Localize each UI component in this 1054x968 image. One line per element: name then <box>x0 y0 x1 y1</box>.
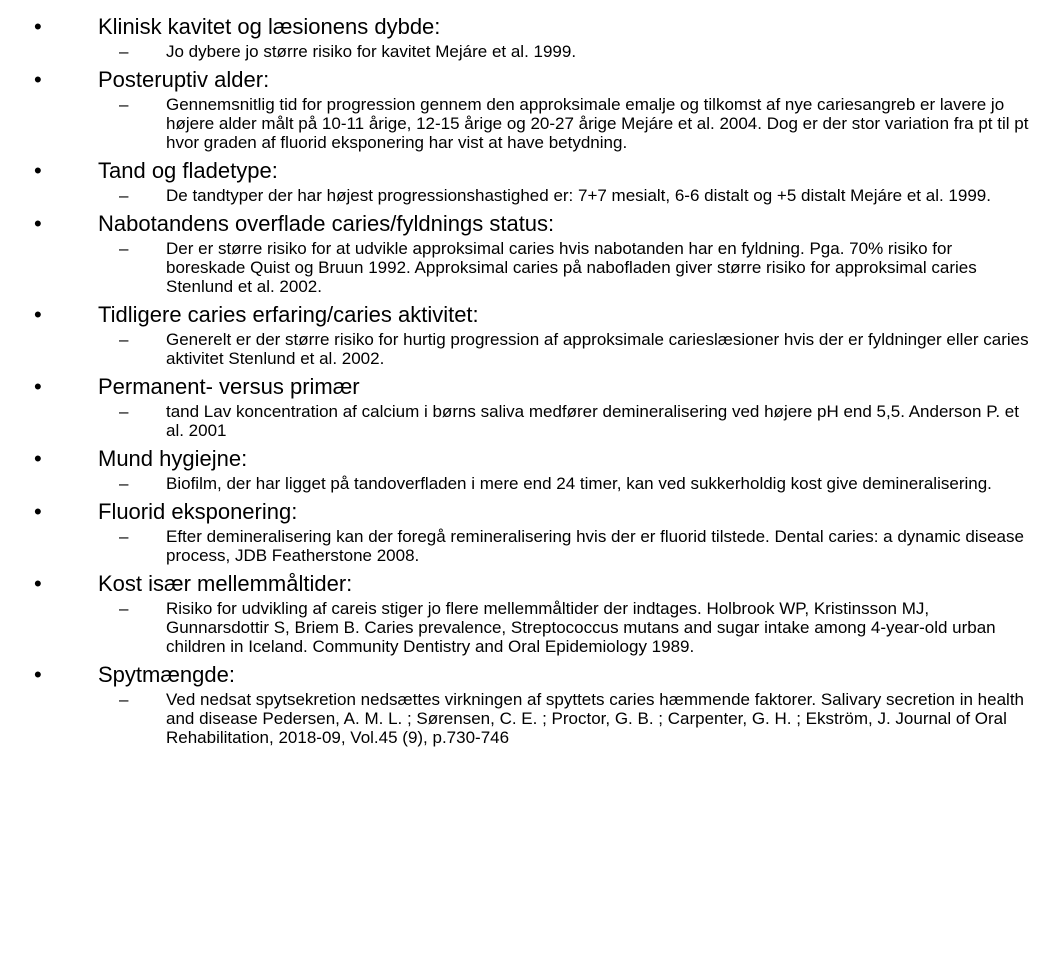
item-detail-text: Der er større risiko for at udvikle approksimal caries hvis nabotanden har en fyldning. Pga. 70% risiko for boreskade Quist og Bruun 1992. Approksimal caries på nabofladen giver større risiko for approksimal caries Stenlund et al. 2002. <box>166 239 977 296</box>
item-detail-text: tand Lav koncentration af calcium i børns saliva medfører demineralisering ved højere pH end 5,5. Anderson P. et al. 2001 <box>166 402 1019 440</box>
list-item-tooth-surface-type <box>0 158 1054 205</box>
item-detail <box>0 42 1054 61</box>
bullet-icon: • <box>34 211 42 236</box>
item-detail <box>0 239 1054 296</box>
bullet-icon: • <box>34 446 42 471</box>
item-heading-text: Permanent- versus primær <box>98 374 360 399</box>
item-detail <box>0 474 1054 493</box>
bullet-icon: • <box>34 302 42 327</box>
item-heading-text: Posteruptiv alder: <box>98 67 270 92</box>
dash-icon: – <box>119 599 129 618</box>
item-heading <box>0 374 1054 400</box>
item-heading <box>0 571 1054 597</box>
list-item-diet-snacks <box>0 571 1054 656</box>
item-detail <box>0 690 1054 747</box>
bullet-icon: • <box>34 499 42 524</box>
item-heading <box>0 158 1054 184</box>
dash-icon: – <box>119 402 129 421</box>
item-heading-text: Mund hygiejne: <box>98 446 248 471</box>
dash-icon: – <box>119 186 129 205</box>
item-detail-text: De tandtyper der har højest progressionshastighed er: 7+7 mesialt, 6-6 distalt og +5 distalt Mejáre et al. 1999. <box>166 186 991 205</box>
dash-icon: – <box>119 330 129 349</box>
item-detail-text: Generelt er der større risiko for hurtig progression af approksimale carieslæsioner hvis der er fyldninger eller caries aktivitet Stenlund et al. 2002. <box>166 330 1029 368</box>
dash-icon: – <box>119 474 129 493</box>
list-item-neighbour-tooth-status <box>0 211 1054 296</box>
bullet-icon: • <box>34 662 42 687</box>
item-heading <box>0 499 1054 525</box>
list-item-caries-experience <box>0 302 1054 368</box>
bullet-icon: • <box>34 571 42 596</box>
list-item-oral-hygiene <box>0 446 1054 493</box>
item-heading <box>0 211 1054 237</box>
item-detail <box>0 527 1054 565</box>
item-detail-text: Risiko for udvikling af careis stiger jo flere mellemmåltider der indtages. Holbrook WP, Kristinsson MJ, Gunnarsdottir S, Briem B. Caries prevalence, Streptococcus mutans and sugar intake among 4-year-old urban children in Iceland. Community Dentistry and Oral Epidemiology 1989. <box>166 599 996 656</box>
item-detail-text: Jo dybere jo større risiko for kavitet Mejáre et al. 1999. <box>166 42 577 61</box>
list-item-fluoride-exposure <box>0 499 1054 565</box>
item-heading-text: Tand og fladetype: <box>98 158 278 183</box>
item-detail <box>0 186 1054 205</box>
item-detail-text: Ved nedsat spytsekretion nedsættes virkningen af spyttets caries hæmmende faktorer. Salivary secretion in health and disease Pedersen, A. M. L. ; Sørensen, C. E. ; Proctor, G. B. ; Carpenter, G. H. ; Ekström, J. Journal of Oral Rehabilitation, 2018-09, Vol.45 (9), p.730-746 <box>166 690 1025 747</box>
item-heading-text: Klinisk kavitet og læsionens dybde: <box>98 14 441 39</box>
list-item-saliva-amount <box>0 662 1054 747</box>
item-heading <box>0 67 1054 93</box>
item-detail-text: Efter demineralisering kan der foregå remineralisering hvis der er fluorid tilstede. Dental caries: a dynamic disease process, JDB Featherstone 2008. <box>166 527 1024 565</box>
item-detail <box>0 95 1054 152</box>
item-heading-text: Fluorid eksponering: <box>98 499 298 524</box>
bullet-icon: • <box>34 374 42 399</box>
dash-icon: – <box>119 527 129 546</box>
bullet-icon: • <box>34 67 42 92</box>
item-heading <box>0 302 1054 328</box>
item-detail-text: Gennemsnitlig tid for progression gennem den approksimale emalje og tilkomst af nye cariesangreb er lavere jo højere alder målt på 10-11 årige, 12-15 årige og 20-27 årige Mejáre et al. 2004. Dog er der stor variation fra pt til pt hvor graden af fluorid eksponering har vist at have betydning. <box>166 95 1029 152</box>
list-item-cavity-depth <box>0 14 1054 61</box>
item-heading-text: Tidligere caries erfaring/caries aktivitet: <box>98 302 479 327</box>
dash-icon: – <box>119 690 129 709</box>
item-detail <box>0 402 1054 440</box>
item-heading <box>0 14 1054 40</box>
bullet-icon: • <box>34 14 42 39</box>
item-heading <box>0 662 1054 688</box>
bullet-icon: • <box>34 158 42 183</box>
dash-icon: – <box>119 239 129 258</box>
list-item-posteruptive-age <box>0 67 1054 152</box>
item-heading-text: Nabotandens overflade caries/fyldnings status: <box>98 211 555 236</box>
item-detail <box>0 599 1054 656</box>
item-heading-text: Kost især mellemmåltider: <box>98 571 353 596</box>
item-heading-text: Spytmængde: <box>98 662 235 687</box>
item-heading <box>0 446 1054 472</box>
item-detail <box>0 330 1054 368</box>
list-item-permanent-vs-primary <box>0 374 1054 440</box>
dash-icon: – <box>119 95 129 114</box>
item-detail-text: Biofilm, der har ligget på tandoverfladen i mere end 24 timer, kan ved sukkerholdig kost give demineralisering. <box>166 474 992 493</box>
dash-icon: – <box>119 42 129 61</box>
